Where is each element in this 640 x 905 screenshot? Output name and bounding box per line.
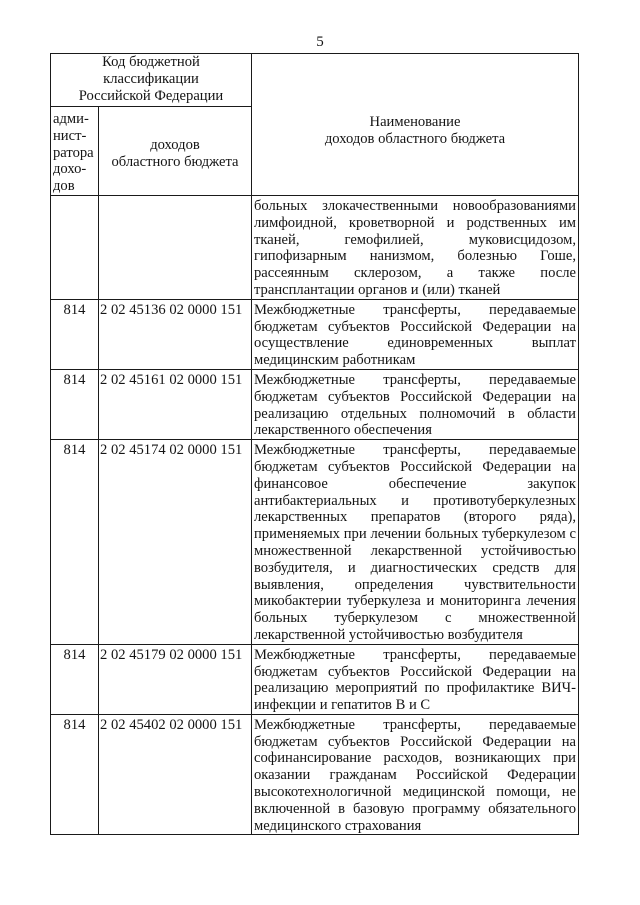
- row-income-code: 2 02 45174 02 0000 151: [99, 440, 252, 645]
- row-income-code: [99, 195, 252, 299]
- row-income-name: больных злокачественными новообразованиями лимфоидной, кроветворной и родственных им тканей, гемофилией, муковисцидозом, гипофизарным нанизмом, болезнью Гоше, рассеянным склерозом, а также после трансплантации органов и (или) тканей: [252, 195, 579, 299]
- table-body: [51, 195, 579, 834]
- row-income-code: 2 02 45136 02 0000 151: [99, 299, 252, 369]
- header-code-group: [51, 54, 252, 107]
- table-header: [51, 54, 579, 196]
- table-row: [51, 644, 579, 714]
- row-income-name: Межбюджетные трансферты, передаваемые бюджетам субъектов Российской Федерации на реализацию мероприятий по профилактике ВИЧ-инфекции и гепатитов В и С: [252, 644, 579, 714]
- header-admin-line-5: дов: [53, 178, 75, 195]
- header-income-line-2: областного бюджета: [111, 153, 239, 170]
- row-income-name: Межбюджетные трансферты, передаваемые бюджетам субъектов Российской Федерации на финансовое обеспечение закупок антибактериальных и противотуберкулезных лекарственных препаратов (второго ряда), применяемых при лечении больных туберкулезом с множественной лекарственной устойчивостью возбудителя, и диагностических средств для выявления, определения чувствительности микобактерии туберкулеза и мониторинга лечения больных туберкулезом с множественной лекарственной устойчивостью возбудителя: [252, 440, 579, 645]
- header-admin-line-4: дохо-: [53, 161, 87, 178]
- header-income-column: [99, 107, 252, 196]
- header-name-line-1: Наименование: [369, 114, 461, 130]
- table-row: [51, 299, 579, 369]
- budget-classification-table: [50, 53, 579, 835]
- header-income-line-1: доходов: [150, 137, 200, 153]
- header-admin-line-1: адми-: [53, 111, 89, 127]
- row-income-code: 2 02 45161 02 0000 151: [99, 369, 252, 439]
- row-admin-code: 814: [51, 299, 99, 369]
- header-name-line-2: доходов областного бюджета: [324, 130, 506, 147]
- table-row: [51, 195, 579, 299]
- row-admin-code: 814: [51, 369, 99, 439]
- header-name-column: [252, 54, 579, 196]
- row-admin-code: 814: [51, 714, 99, 835]
- header-code-line-3: Российской Федерации: [78, 87, 224, 104]
- table-row: [51, 440, 579, 645]
- table-row: [51, 714, 579, 835]
- row-admin-code: 814: [51, 644, 99, 714]
- header-admin-column: [51, 107, 99, 196]
- row-income-code: 2 02 45179 02 0000 151: [99, 644, 252, 714]
- page-number: 5: [316, 34, 324, 50]
- row-income-code: 2 02 45402 02 0000 151: [99, 714, 252, 835]
- header-code-line-1: Код бюджетной: [102, 54, 200, 70]
- header-admin-line-3: ратора: [53, 144, 94, 161]
- row-admin-code: 814: [51, 440, 99, 645]
- row-income-name: Межбюджетные трансферты, передаваемые бюджетам субъектов Российской Федерации на осуществление единовременных выплат медицинским работникам: [252, 299, 579, 369]
- header-admin-line-2: нист-: [53, 127, 87, 144]
- row-income-name: Межбюджетные трансферты, передаваемые бюджетам субъектов Российской Федерации на реализацию отдельных полномочий в области лекарственного обеспечения: [252, 369, 579, 439]
- row-income-name: Межбюджетные трансферты, передаваемые бюджетам субъектов Российской Федерации на софинансирование расходов, возникающих при оказании гражданам Российской Федерации высокотехнологичной медицинской помощи, не включенной в базовую программу обязательного медицинского страхования: [252, 714, 579, 835]
- header-code-line-2: классификации: [103, 70, 199, 87]
- table-row: [51, 369, 579, 439]
- row-admin-code: [51, 195, 99, 299]
